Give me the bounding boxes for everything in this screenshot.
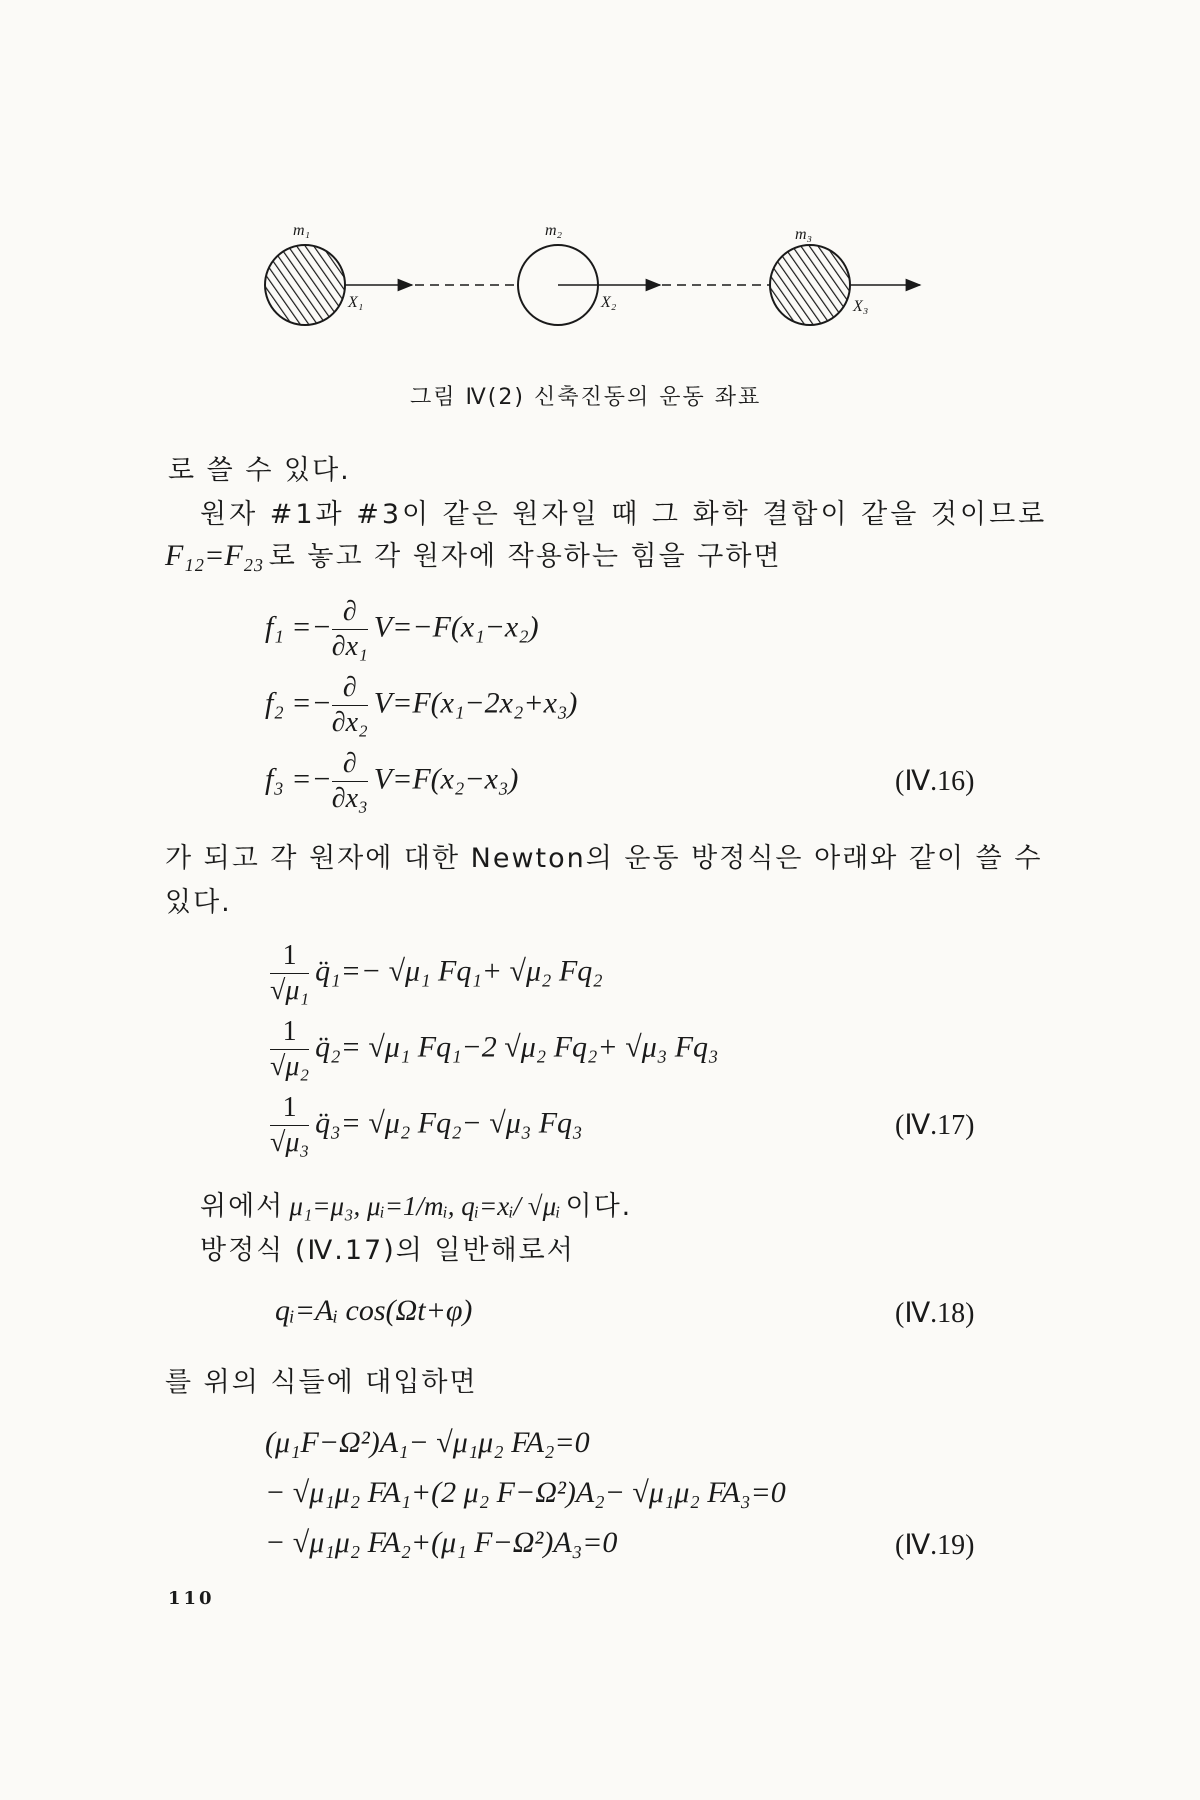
eq18-body: qᵢ=Aᵢ cos(Ωt+φ) [275, 1294, 473, 1327]
label-x1: X₁ [348, 294, 364, 311]
label-m1: m₁ [293, 222, 311, 239]
eq16-line2: f₂ =− $\frac{\partial}{\text{∂x₂}}$ V=F(x₁−2x₂+x₃) [265, 672, 578, 738]
text-line-2: 원자 #1과 #3이 같은 원자일 때 그 화학 결합이 같을 것이므로 [200, 499, 1048, 530]
text-line-3-math: F₁₂=F₂₃ [165, 539, 264, 572]
eq19-line2: − √μ₁μ₂ FA₁+(2 μ₂ F−Ω²)A₂− √μ₁μ₂ FA₃=0 [265, 1476, 786, 1509]
page-number: 110 [168, 1588, 215, 1609]
text-line-3 [165, 534, 782, 573]
text-line-1: 로 쓸 수 있다. [168, 455, 351, 486]
text-line-3-text: 로 놓고 각 원자에 작용하는 힘을 구하면 [268, 541, 782, 572]
figure-caption: 그림 Ⅳ(2) 신축진동의 운동 좌표 [410, 385, 762, 410]
eq19-line1: (μ₁F−Ω²)A₁− √μ₁μ₂ FA₂=0 [265, 1426, 590, 1459]
eq17-number: (Ⅳ.17) [895, 1110, 975, 1141]
figure-diagram [240, 215, 940, 335]
eq17-line3: $\frac{1}{\text{√μ₃}}$ q̈₃= √μ₂ Fq₂− √μ₃ Fq₃ [270, 1092, 583, 1158]
atom-m1-circle [265, 245, 345, 325]
label-x3: X₃ [853, 298, 869, 315]
text-line-6: 위에서 μ₁=μ₃, μᵢ=1/mᵢ, qᵢ=xᵢ/ √μᵢ 이다. [200, 1191, 633, 1222]
eq16-number: (Ⅳ.16) [895, 766, 975, 797]
label-x2: X₂ [601, 294, 617, 311]
text-line-7: 방정식 (Ⅳ.17)의 일반해로서 [200, 1235, 575, 1266]
eq16-line1: f₁ =− $\frac{\partial}{\text{∂x₁}}$ V=−F(x₁−x₂) [265, 596, 539, 662]
text-line-4: 가 되고 각 원자에 대한 Newton의 운동 방정식은 아래와 같이 쓸 수 [165, 843, 1043, 874]
eq18-number: (Ⅳ.18) [895, 1298, 975, 1329]
eq17-line2: $\frac{1}{\text{√μ₂}}$ q̈₂= √μ₁ Fq₁−2 √μ₂ Fq₂+ √μ₃ Fq₃ [270, 1016, 719, 1082]
eq17-line1: $\frac{1}{\text{√μ₁}}$ q̈₁=− √μ₁ Fq₁+ √μ₂ Fq₂ [270, 940, 603, 1006]
eq19-line3: − √μ₁μ₂ FA₂+(μ₁ F−Ω²)A₃=0 [265, 1526, 618, 1559]
text-line-8: 를 위의 식들에 대입하면 [165, 1367, 478, 1398]
label-m3: m₃ [795, 226, 813, 243]
eq19-number: (Ⅳ.19) [895, 1530, 975, 1561]
label-m2: m₂ [545, 222, 563, 239]
text-line-5: 있다. [165, 887, 232, 918]
eq16-line3: f₃ =− $\frac{\partial}{\text{∂x₃}}$ V=F(x₂−x₃) [265, 748, 519, 814]
atom-m3-circle [770, 245, 850, 325]
